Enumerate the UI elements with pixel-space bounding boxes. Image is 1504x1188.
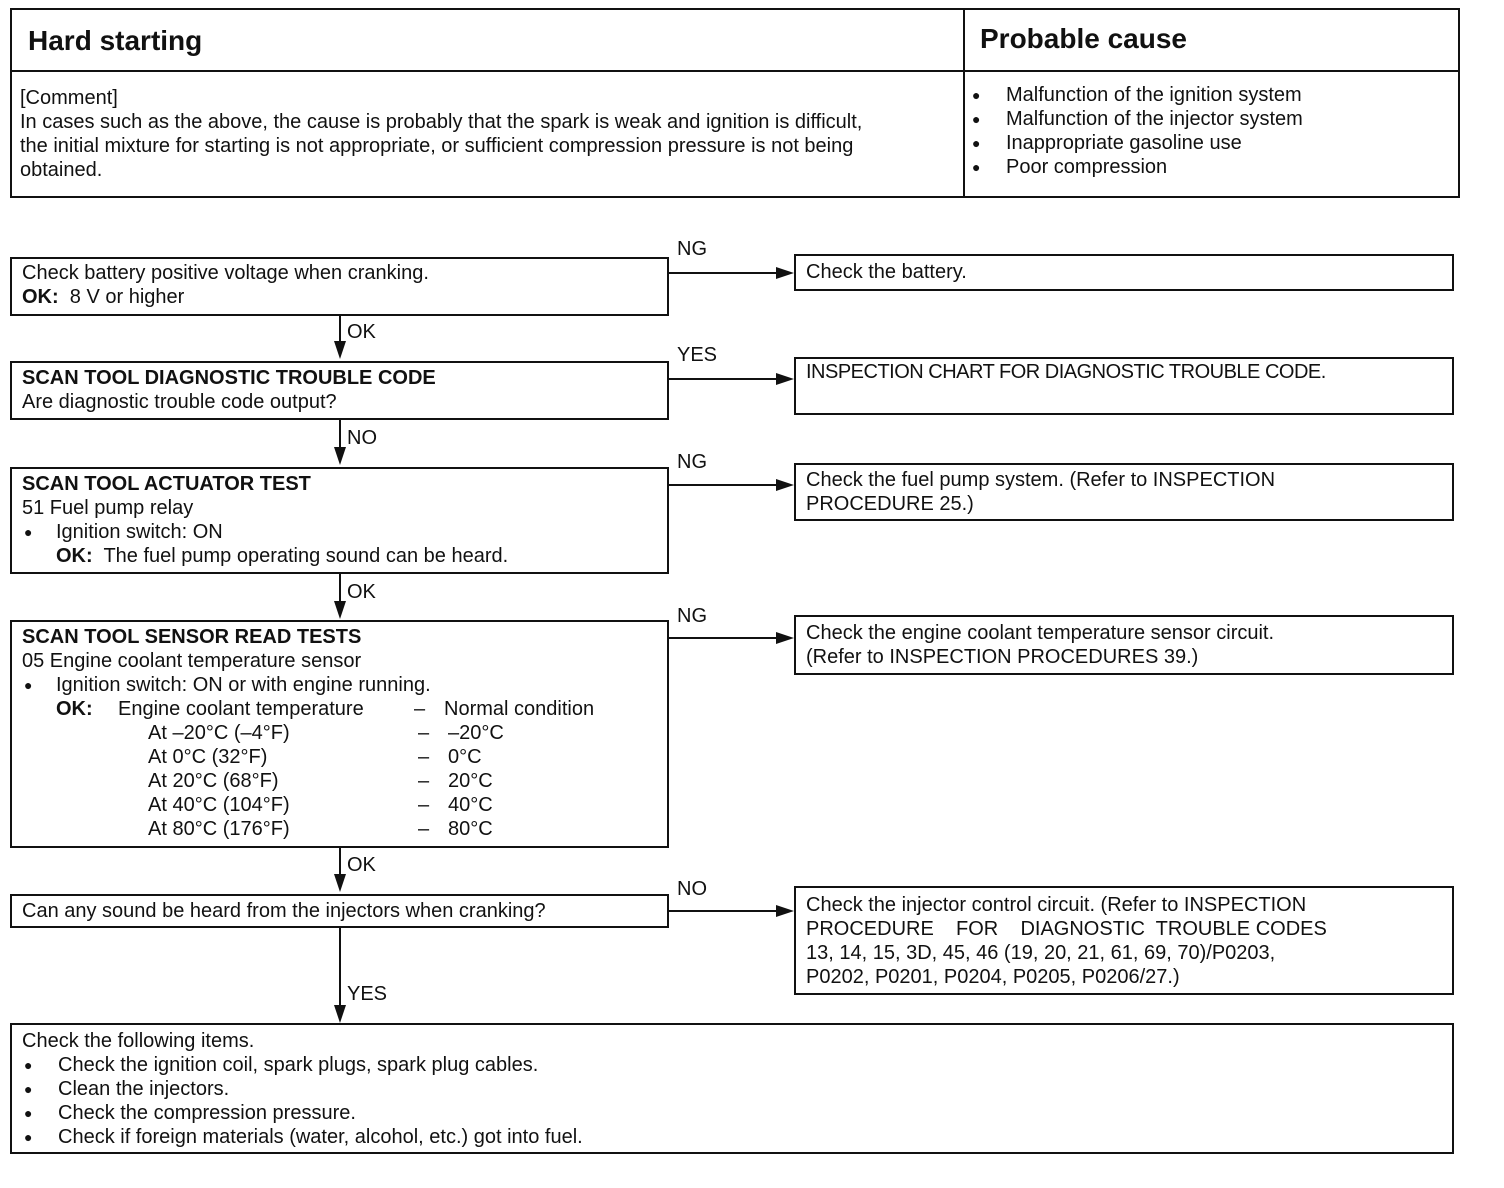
temp-cell-left: At 80°C (176°F) [148, 818, 290, 840]
branch-label: NG [677, 605, 707, 627]
comment-line: the initial mixture for starting is not appropriate, or sufficient compression pressure is not being [20, 135, 854, 157]
branch-label: YES [677, 344, 718, 366]
temp-cell-right: 20°C [448, 770, 493, 792]
flow-line [339, 316, 341, 342]
branch-line [669, 378, 777, 380]
result-line: Check the engine coolant temperature sensor circuit. [806, 622, 1275, 644]
temp-cell-right: 40°C [448, 794, 493, 816]
temp-cell-left: At 40°C (104°F) [148, 794, 290, 816]
step-sensor-line: 05 Engine coolant temperature sensor [22, 650, 362, 672]
temp-table-header [22, 697, 594, 721]
step-dtc-text [22, 366, 436, 414]
temp-row [22, 721, 594, 745]
step-sensor-text [22, 625, 594, 841]
step-injector-text: Can any sound be heard from the injectors when cranking? [22, 900, 546, 922]
cause-item: ● Malfunction of the injector system [970, 107, 1450, 131]
final-item: ● Check if foreign materials (water, alcohol, etc.) got into fuel. [22, 1125, 583, 1149]
flow-label: NO [347, 427, 377, 449]
final-item: ● Check the compression pressure. [22, 1101, 583, 1125]
arrow-down-icon [334, 1005, 346, 1023]
arrow-right-icon [776, 905, 794, 917]
temp-cell-right: 0°C [448, 746, 482, 768]
temp-row [22, 793, 594, 817]
branch-line [669, 272, 777, 274]
step-final-text [22, 1029, 583, 1149]
cause-list [970, 83, 1450, 179]
cause-item: ● Poor compression [970, 155, 1450, 179]
temp-cell-right: –20°C [448, 722, 504, 744]
arrow-right-icon [776, 632, 794, 644]
arrow-down-icon [334, 601, 346, 619]
temp-cell-dash: – [418, 746, 430, 768]
ok-label: OK: [22, 286, 59, 308]
header-divider [963, 8, 965, 198]
temp-header-dash: – [414, 698, 426, 720]
flow-label: OK [347, 321, 376, 343]
flow-line [339, 420, 341, 448]
result-line: Check the injector control circuit. (Refer to INSPECTION [806, 894, 1307, 916]
result-line: P0202, P0201, P0204, P0205, P0206/27.) [806, 966, 1180, 988]
ok-value: 8 V or higher [69, 286, 185, 308]
step-actuator-line: 51 Fuel pump relay [22, 497, 194, 519]
result-line: 13, 14, 15, 3D, 45, 46 (19, 20, 21, 61, 69, 70)/P0203, [806, 942, 1276, 964]
result-line: PROCEDURE 25.) [806, 493, 974, 515]
temp-cell-left: At 0°C (32°F) [148, 746, 268, 768]
step-actuator-bullet: ● Ignition switch: ON [22, 520, 508, 544]
ok-label: OK: [56, 545, 93, 567]
branch-label: NO [677, 878, 707, 900]
temp-row [22, 817, 594, 841]
step-dtc-line: Are diagnostic trouble code output? [22, 391, 337, 413]
comment-line: In cases such as the above, the cause is probably that the spark is weak and ignition is difficult, [20, 111, 863, 133]
final-item: ● Clean the injectors. [22, 1077, 583, 1101]
arrow-right-icon [776, 373, 794, 385]
comment-block [20, 86, 862, 182]
flow-line [339, 574, 341, 602]
cause-item: ● Inappropriate gasoline use [970, 131, 1450, 155]
result-line: (Refer to INSPECTION PROCEDURES 39.) [806, 646, 1199, 668]
flow-label: OK [347, 581, 376, 603]
step-final-line: Check the following items. [22, 1030, 255, 1052]
arrow-right-icon [776, 267, 794, 279]
step-actuator-title: SCAN TOOL ACTUATOR TEST [22, 473, 311, 495]
step-actuator-ok [22, 544, 508, 568]
step-dtc-title: SCAN TOOL DIAGNOSTIC TROUBLE CODE [22, 367, 436, 389]
temp-cell-left: At 20°C (68°F) [148, 770, 279, 792]
temp-cell-dash: – [418, 818, 430, 840]
branch-line [669, 637, 777, 639]
result-sensor-text [806, 621, 1274, 669]
result-line: PROCEDURE FOR DIAGNOSTIC TROUBLE CODES [806, 918, 1327, 940]
step-battery-text [22, 261, 429, 309]
step-actuator-text [22, 472, 508, 568]
result-battery-text: Check the battery. [806, 261, 967, 283]
step-battery-line: Check battery positive voltage when cranking. [22, 262, 429, 284]
temp-cell-right: 80°C [448, 818, 493, 840]
page-title: Hard starting [28, 25, 203, 56]
ok-value: The fuel pump operating sound can be heard. [103, 545, 509, 567]
temp-header-right: Normal condition [444, 698, 595, 720]
branch-line [669, 484, 777, 486]
arrow-down-icon [334, 341, 346, 359]
flow-line [339, 848, 341, 875]
flow-label: OK [347, 854, 376, 876]
result-injector-text [806, 893, 1327, 989]
header-row-divider [10, 70, 1460, 72]
arrow-down-icon [334, 874, 346, 892]
branch-line [669, 910, 777, 912]
result-line: Check the fuel pump system. (Refer to INSPECTION [806, 469, 1276, 491]
temp-header-left: Engine coolant temperature [118, 698, 364, 720]
temp-cell-dash: – [418, 722, 430, 744]
step-sensor-title: SCAN TOOL SENSOR READ TESTS [22, 626, 362, 648]
flow-line [339, 928, 341, 1006]
temp-cell-left: At –20°C (–4°F) [148, 722, 290, 744]
arrow-down-icon [334, 447, 346, 465]
temp-cell-dash: – [418, 770, 430, 792]
result-dtc-text: INSPECTION CHART FOR DIAGNOSTIC TROUBLE CODE. [806, 361, 1326, 383]
cause-title: Probable cause [980, 23, 1187, 54]
ok-label: OK: [56, 698, 93, 720]
final-item: ● Check the ignition coil, spark plugs, spark plug cables. [22, 1053, 583, 1077]
temp-row [22, 745, 594, 769]
branch-label: NG [677, 238, 707, 260]
step-sensor-bullet: ● Ignition switch: ON or with engine running. [22, 673, 594, 697]
cause-item: ● Malfunction of the ignition system [970, 83, 1450, 107]
comment-line: obtained. [20, 159, 103, 181]
step-battery-ok [22, 285, 429, 309]
flow-label: YES [347, 983, 388, 1005]
temp-cell-dash: – [418, 794, 430, 816]
result-actuator-text [806, 468, 1275, 516]
temp-row [22, 769, 594, 793]
branch-label: NG [677, 451, 707, 473]
comment-label: [Comment] [20, 87, 118, 109]
arrow-right-icon [776, 479, 794, 491]
